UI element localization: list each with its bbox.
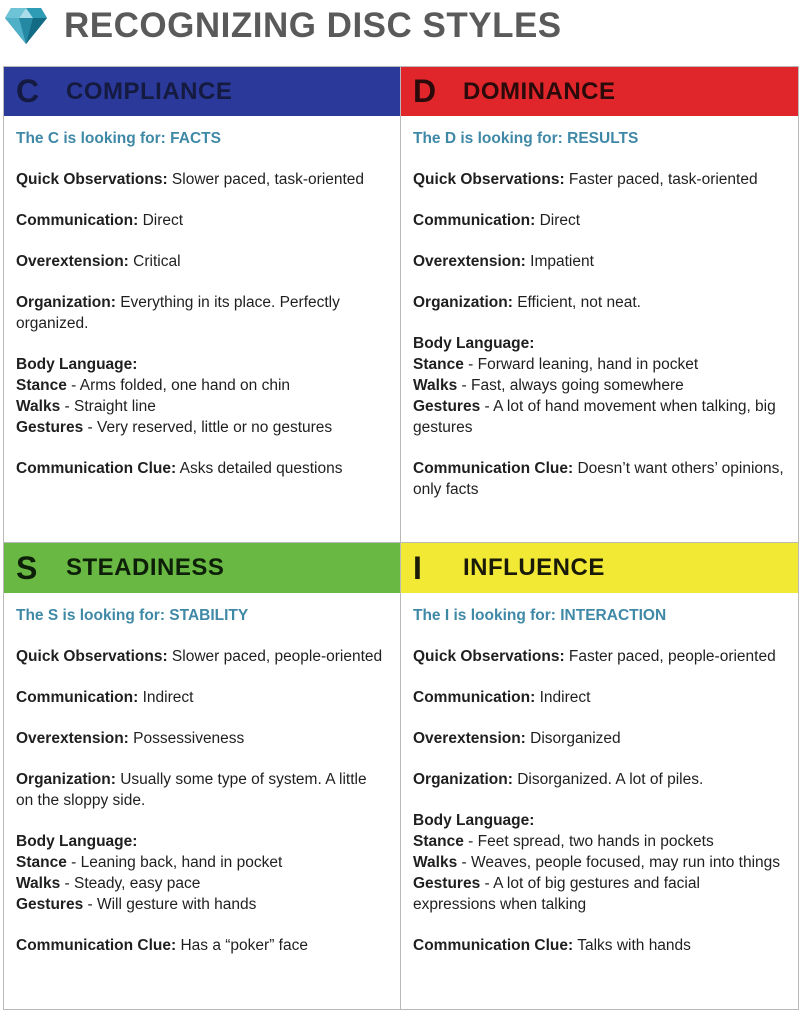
label: Stance <box>413 833 464 850</box>
overextension <box>16 251 388 272</box>
value: Direct <box>535 212 581 229</box>
body-language-label: Body Language: <box>16 833 138 850</box>
quadrant-body <box>4 593 400 956</box>
quadrant-header <box>4 543 400 593</box>
looking-for: The I is looking for: INTERACTION <box>413 607 667 624</box>
walks <box>16 873 388 894</box>
organization <box>16 769 388 811</box>
label: Gestures <box>413 398 481 415</box>
organization <box>413 769 786 790</box>
organization <box>16 292 388 334</box>
quadrant-body <box>4 116 400 479</box>
label: Organization: <box>413 771 513 788</box>
value: Direct <box>138 212 184 229</box>
value: Impatient <box>525 253 594 270</box>
communication <box>413 687 786 708</box>
communication-clue <box>413 935 786 956</box>
quadrant-name: STEADINESS <box>66 554 225 581</box>
label: Overextension: <box>16 253 129 270</box>
label: Gestures <box>16 419 84 436</box>
label: Walks <box>413 854 458 871</box>
looking-for: The C is looking for: FACTS <box>16 130 221 147</box>
walks <box>413 852 786 873</box>
quadrant-letter: C <box>16 73 40 109</box>
label: Quick Observations: <box>16 171 168 188</box>
label: Overextension: <box>16 730 129 747</box>
label: Overextension: <box>413 730 526 747</box>
looking-for: The D is looking for: RESULTS <box>413 130 639 147</box>
body-language-label: Body Language: <box>16 356 138 373</box>
overextension <box>16 728 388 749</box>
quadrant-influence <box>401 543 798 1009</box>
quadrant-header <box>401 67 798 116</box>
label: Quick Observations: <box>413 171 565 188</box>
value: - Forward leaning, hand in pocket <box>463 356 699 373</box>
value: Faster paced, people-oriented <box>564 648 776 665</box>
body-language <box>16 354 388 438</box>
value: Indirect <box>535 689 591 706</box>
label: Stance <box>16 854 67 871</box>
value: - Arms folded, one hand on chin <box>66 377 291 394</box>
communication <box>16 210 388 231</box>
label: Communication Clue: <box>16 937 177 954</box>
quadrant-letter: S <box>16 549 38 586</box>
label: Gestures <box>413 875 481 892</box>
looking-for: The S is looking for: STABILITY <box>16 607 249 624</box>
gestures <box>16 417 388 438</box>
walks <box>16 396 388 417</box>
stance <box>16 852 388 873</box>
gestures <box>413 873 786 915</box>
quadrant-header <box>401 543 798 593</box>
value: Disorganized <box>525 730 621 747</box>
quadrant-body <box>401 593 798 956</box>
value: Possessiveness <box>128 730 245 747</box>
overextension <box>413 251 786 272</box>
communication <box>16 687 388 708</box>
label: Stance <box>16 377 67 394</box>
label: Gestures <box>16 896 84 913</box>
label: Communication: <box>16 212 139 229</box>
diamond-logo-icon <box>3 2 49 48</box>
label: Walks <box>16 398 61 415</box>
label: Walks <box>413 377 458 394</box>
label: Organization: <box>413 294 513 311</box>
organization <box>413 292 786 313</box>
label: Organization: <box>16 294 116 311</box>
stance <box>16 375 388 396</box>
value: - Feet spread, two hands in pockets <box>463 833 714 850</box>
value: - Straight line <box>60 398 156 415</box>
quick-observations <box>16 646 388 667</box>
communication <box>413 210 786 231</box>
page-title: RECOGNIZING DISC STYLES <box>64 6 562 45</box>
value: Disorganized. A lot of piles. <box>512 771 704 788</box>
body-language <box>16 831 388 915</box>
value: - Very reserved, little or no gestures <box>83 419 333 436</box>
value: Slower paced, people-oriented <box>167 648 383 665</box>
label: Communication Clue: <box>16 460 177 477</box>
value: Has a “poker” face <box>176 937 308 954</box>
value: - Will gesture with hands <box>83 896 257 913</box>
value: Asks detailed questions <box>176 460 343 477</box>
label: Stance <box>413 356 464 373</box>
value: Indirect <box>138 689 194 706</box>
quadrant-dominance <box>401 67 798 543</box>
label: Overextension: <box>413 253 526 270</box>
overextension <box>413 728 786 749</box>
value: Faster paced, task-oriented <box>564 171 758 188</box>
quadrant-compliance <box>4 67 401 543</box>
gestures <box>16 894 388 915</box>
value: - Weaves, people focused, may run into things <box>457 854 781 871</box>
value: Critical <box>128 253 181 270</box>
gestures <box>413 396 786 438</box>
quadrant-body <box>401 116 798 500</box>
body-language-label: Body Language: <box>413 812 535 829</box>
value: Slower paced, task-oriented <box>167 171 365 188</box>
page-header <box>0 0 806 58</box>
value: Doesn’t want others’ opinions, only facts <box>413 460 784 498</box>
quadrant-steadiness <box>4 543 401 1009</box>
value: - Fast, always going somewhere <box>457 377 684 394</box>
body-language-label: Body Language: <box>413 335 535 352</box>
value: Efficient, not neat. <box>512 294 641 311</box>
label: Communication: <box>16 689 139 706</box>
quick-observations <box>413 646 786 667</box>
value: - Leaning back, hand in pocket <box>66 854 283 871</box>
quick-observations <box>413 169 786 190</box>
quadrant-name: COMPLIANCE <box>66 77 233 105</box>
quadrant-letter: D <box>413 73 437 109</box>
value: - A lot of big gestures and facial expressions when talking <box>413 875 700 913</box>
communication-clue <box>413 458 786 500</box>
label: Communication: <box>413 212 536 229</box>
label: Communication Clue: <box>413 937 574 954</box>
quadrant-letter: I <box>413 549 422 586</box>
body-language <box>413 333 786 438</box>
label: Communication Clue: <box>413 460 574 477</box>
label: Organization: <box>16 771 116 788</box>
body-language <box>413 810 786 915</box>
value: - Steady, easy pace <box>60 875 201 892</box>
quadrant-name: DOMINANCE <box>463 77 616 105</box>
quadrant-name: INFLUENCE <box>463 554 605 581</box>
walks <box>413 375 786 396</box>
quick-observations <box>16 169 388 190</box>
label: Communication: <box>413 689 536 706</box>
label: Quick Observations: <box>16 648 168 665</box>
communication-clue <box>16 935 388 956</box>
label: Quick Observations: <box>413 648 565 665</box>
label: Walks <box>16 875 61 892</box>
value: - A lot of hand movement when talking, big gestures <box>413 398 776 436</box>
quadrant-header <box>4 67 400 116</box>
value: Usually some type of system. A little on the sloppy side. <box>16 771 367 809</box>
value: Everything in its place. Perfectly organized. <box>16 294 340 332</box>
stance <box>413 831 786 852</box>
disc-grid <box>3 66 799 1010</box>
value: Talks with hands <box>573 937 691 954</box>
stance <box>413 354 786 375</box>
communication-clue <box>16 458 388 479</box>
